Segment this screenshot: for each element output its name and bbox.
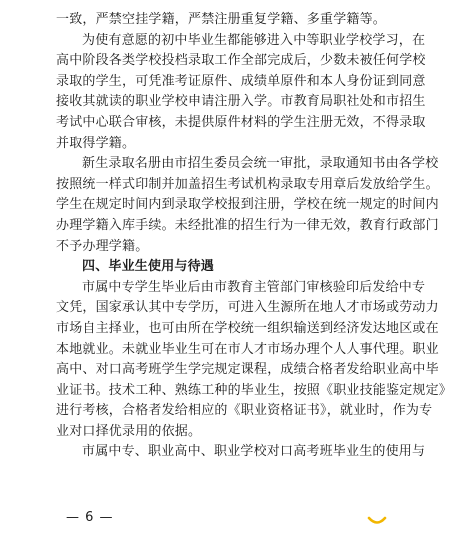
corner-curve-mark — [367, 515, 387, 527]
text-line: 文凭，国家承认其中专学历，可进入生源所在地人才市场或劳动力 — [56, 300, 439, 316]
page-number: — 6 — — [66, 510, 114, 525]
text-line: 市场自主择业，也可由所在学校统一组织输送到经济发达地区或在 — [56, 320, 439, 336]
document-body — [56, 10, 452, 463]
text-line: 并取得学籍。 — [56, 135, 136, 151]
text-line: 一致，严禁空挂学籍，严禁注册重复学籍、多重学籍等。 — [56, 12, 387, 27]
text-line: 办理学籍入库手续。未经批准的招生行为一律无效，教育行政部门 — [56, 217, 439, 233]
text-line: 市属中专、职业高中、职业学校对口高考班毕业生的使用与 — [82, 444, 426, 460]
text-line: 录取的学生，可凭准考证原件、成绩单原件和本人身份证到同意 — [56, 73, 426, 89]
text-line: 业证书。技术工种、熟练工种的毕业生，按照《职业技能鉴定规定》 — [56, 382, 452, 398]
text-line: 业对口择优录用的依据。 — [56, 423, 202, 439]
text-line: 高中、对口高考班学生学完规定课程，成绩合格者发给职业高中毕 — [56, 362, 439, 378]
text-line: 本地就业。未就业毕业生可在市人才市场办理个人人事代理。职业 — [56, 341, 439, 357]
text-line: 高中阶段各类学校投档录取工作全部完成后，少数未被任何学校 — [56, 53, 426, 69]
text-line: 不予办理学籍。 — [56, 238, 149, 254]
text-line: 为使有意愿的初中毕业生都能够进入中等职业学校学习，在 — [82, 32, 426, 48]
text-line: 新生录取名册由市招生委员会统一审批，录取通知书由各学校 — [82, 156, 439, 172]
text-line: 按照统一样式印制并加盖招生考试机构录取专用章后发放给学生。 — [56, 176, 439, 192]
text-line: 学生在规定时间内到录取学校报到注册，学校在统一规定的时间内 — [56, 197, 439, 213]
section-heading: 四、毕业生使用与待遇 — [82, 259, 215, 275]
text-line: 市属中专学生毕业后由市教育主管部门审核验印后发给中专 — [82, 279, 426, 295]
text-line: 进行考核，合格者发给相应的《职业资格证书》，就业时，作为专 — [56, 403, 433, 419]
text-line: 接收其就读的职业学校申请注册入学。市教育局职社处和市招生 — [56, 94, 426, 110]
text-line: 考试中心联合审核，未提供原件材料的学生注册无效，不得录取 — [56, 114, 426, 130]
